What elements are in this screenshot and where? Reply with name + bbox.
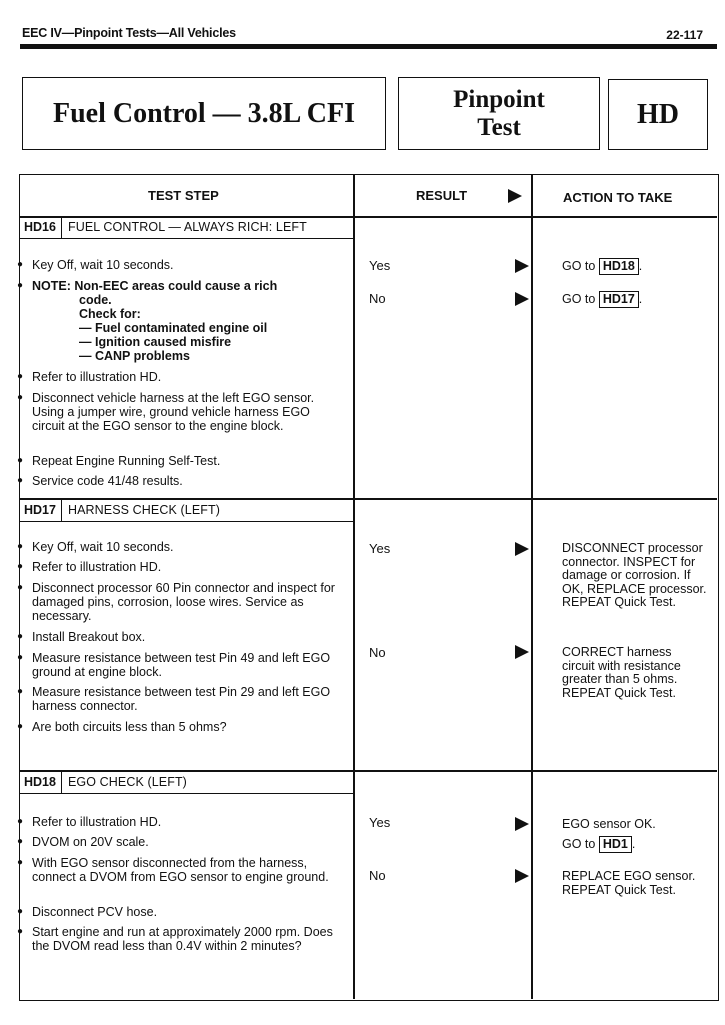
- column-header-result: RESULT: [416, 188, 468, 203]
- hd17-yes-arrow-icon: [515, 542, 529, 556]
- hd16-yes-action-period: .: [638, 259, 643, 273]
- hd18-result-no: No: [369, 868, 386, 883]
- hd18-step-2: ● DVOM on 20V scale.: [32, 835, 338, 849]
- header-rule: [20, 44, 717, 49]
- hd17-step-1: ● Key Off, wait 10 seconds.: [32, 540, 338, 554]
- procedure-title-text: Fuel Control — 3.8L CFI: [52, 97, 356, 129]
- hd17-no-arrow-icon: [515, 645, 529, 659]
- hd16-note-line3: Check for:: [79, 307, 141, 321]
- hd16-note-line1: ● NOTE: Non-EEC areas could cause a rich: [32, 279, 278, 293]
- step-hd16-header: [20, 216, 353, 239]
- column-divider-1: [353, 175, 355, 999]
- hd16-no-action-prefix: GO to: [562, 292, 596, 306]
- hd16-step-5: ● Repeat Engine Running Self-Test.: [32, 454, 338, 468]
- test-code-text: HD: [637, 98, 679, 130]
- hd17-step-3: ● Disconnect processor 60 Pin connector and inspect for damaged pins, corrosion, loose wires. Service as necessary.: [32, 581, 338, 623]
- hd16-step-6: ● Service code 41/48 results.: [32, 474, 338, 488]
- hd18-step-1: ● Refer to illustration HD.: [32, 815, 338, 829]
- hd18-yes-action-line1: EGO sensor OK.: [562, 817, 656, 831]
- page-header-title: EEC IV—Pinpoint Tests—All Vehicles: [22, 26, 236, 40]
- hd18-no-action: REPLACE EGO sensor. REPEAT Quick Test.: [562, 869, 696, 897]
- hd16-no-action-ref[interactable]: HD17: [599, 291, 639, 308]
- hd16-no-action: [562, 291, 642, 308]
- hd18-step-5: ● Start engine and run at approximately 2000 rpm. Does the DVOM read less than 0.4V within 2 minutes?: [32, 925, 338, 953]
- step-hd16-code: HD16: [20, 216, 62, 238]
- step-hd16-label: FUEL CONTROL — ALWAYS RICH: LEFT: [67, 220, 307, 234]
- hd16-note-line5: — Ignition caused misfire: [79, 335, 232, 349]
- step-hd18-label: EGO CHECK (LEFT): [67, 775, 187, 789]
- column-header-arrow-icon: [508, 189, 522, 203]
- hd16-note-line4: — Fuel contaminated engine oil: [79, 321, 268, 335]
- hd18-yes-action-period: .: [631, 837, 636, 851]
- hd16-step-1: ● Key Off, wait 10 seconds.: [32, 258, 338, 272]
- hd16-note: [32, 279, 338, 363]
- hd16-no-action-period: .: [638, 292, 643, 306]
- hd17-yes-action: DISCONNECT processor connector. INSPECT for damage or corrosion. If OK, REPLACE processor. REPEAT Quick Test.: [562, 541, 707, 609]
- hd18-yes-arrow-icon: [515, 817, 529, 831]
- hd17-step-2: ● Refer to illustration HD.: [32, 560, 338, 574]
- hd16-yes-action: [562, 258, 642, 275]
- hd17-step-4: ● Install Breakout box.: [32, 630, 338, 644]
- step-hd18-header: [20, 771, 353, 794]
- hd18-no-arrow-icon: [515, 869, 529, 883]
- hd16-step-3: ● Refer to illustration HD.: [32, 370, 338, 384]
- step-hd17-label: HARNESS CHECK (LEFT): [67, 503, 220, 517]
- page-number: 22-117: [666, 28, 703, 42]
- hd16-yes-arrow-icon: [515, 259, 529, 273]
- hd18-step-4: ● Disconnect PCV hose.: [32, 905, 338, 919]
- hd17-step-6: ● Measure resistance between test Pin 29 and left EGO harness connector.: [32, 685, 338, 713]
- step-hd17-header: [20, 499, 353, 522]
- hd18-yes-action-ref[interactable]: HD1: [599, 836, 632, 853]
- step-hd17-code: HD17: [20, 499, 62, 521]
- step-hd18-code: HD18: [20, 771, 62, 793]
- hd18-yes-action-line2: [562, 836, 635, 853]
- hd16-no-arrow-icon: [515, 292, 529, 306]
- hd16-yes-action-ref[interactable]: HD18: [599, 258, 639, 275]
- hd17-step-5: ● Measure resistance between test Pin 49 and left EGO ground at engine block.: [32, 651, 338, 679]
- hd16-result-yes: Yes: [369, 258, 391, 273]
- column-header-test-step: TEST STEP: [148, 188, 219, 203]
- hd17-result-no: No: [369, 645, 386, 660]
- test-code-box: [608, 79, 708, 150]
- hd16-note-line6: — CANP problems: [79, 349, 190, 363]
- hd17-result-yes: Yes: [369, 541, 391, 556]
- column-divider-2: [531, 175, 533, 999]
- pinpoint-line2: Test: [477, 113, 521, 141]
- hd17-step-7: ● Are both circuits less than 5 ohms?: [32, 720, 338, 734]
- pinpoint-test-box: [398, 77, 600, 150]
- procedure-title: [22, 77, 386, 150]
- hd16-result-no: No: [369, 291, 386, 306]
- hd18-result-yes: Yes: [369, 815, 391, 830]
- hd16-step-4: ● Disconnect vehicle harness at the left EGO sensor. Using a jumper wire, ground vehicle harness EGO circuit at the EGO sensor to the engine block.: [32, 391, 338, 433]
- hd16-note-line2: code.: [79, 293, 112, 307]
- column-header-action: ACTION TO TAKE: [563, 190, 673, 205]
- hd17-no-action: CORRECT harness circuit with resistance greater than 5 ohms. REPEAT Quick Test.: [562, 645, 681, 700]
- hd18-step-3: ● With EGO sensor disconnected from the harness, connect a DVOM from EGO sensor to engine ground.: [32, 856, 338, 884]
- pinpoint-line1: Pinpoint: [453, 85, 545, 113]
- hd16-yes-action-prefix: GO to: [562, 259, 596, 273]
- hd18-yes-action-prefix: GO to: [562, 837, 596, 851]
